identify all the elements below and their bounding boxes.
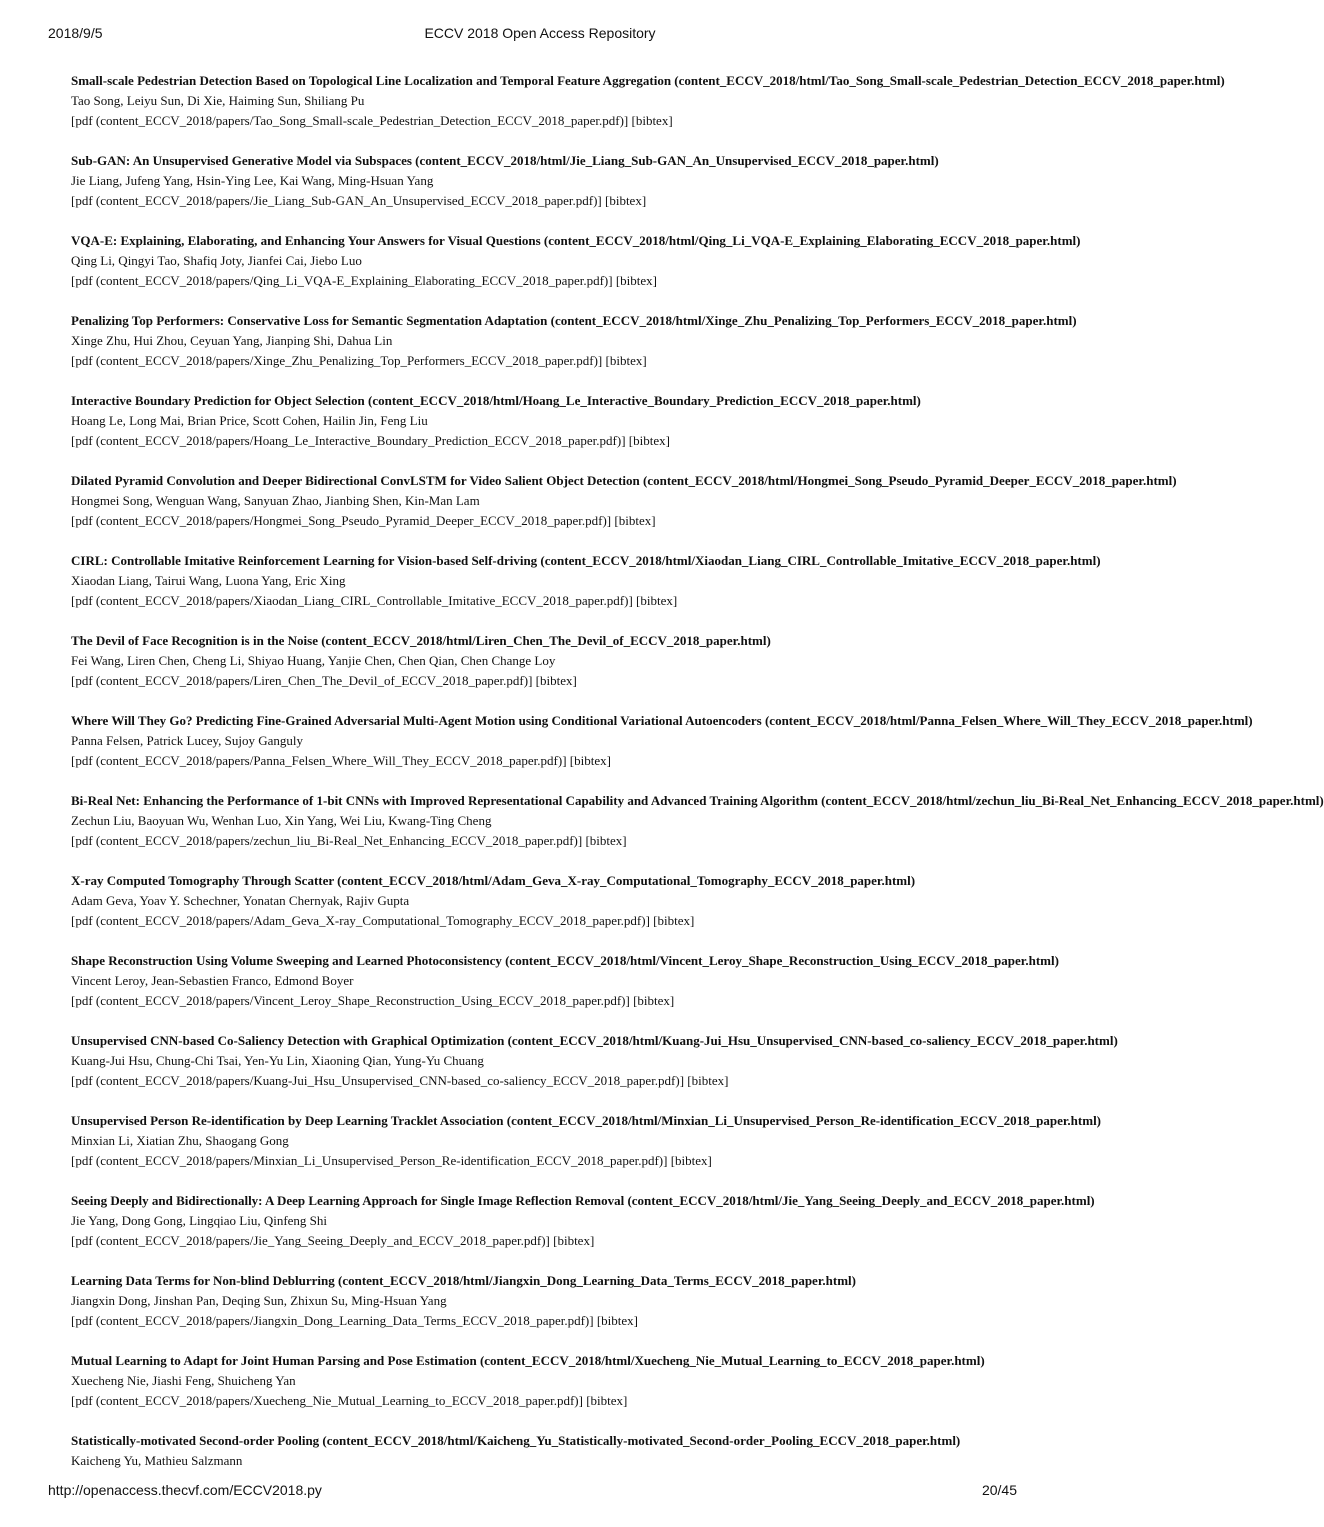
pdf-link[interactable]: [pdf (content_ECCV_2018/papers/Hongmei_Song_Pseudo_Pyramid_Deeper_ECCV_2018_paper.pdf)]	[71, 513, 612, 528]
paper-entry	[71, 151, 1033, 231]
pdf-link[interactable]: [pdf (content_ECCV_2018/papers/Xiaodan_Liang_CIRL_Controllable_Imitative_ECCV_2018_paper.pdf)]	[71, 593, 633, 608]
pdf-link[interactable]: [pdf (content_ECCV_2018/papers/Vincent_Leroy_Shape_Reconstruction_Using_ECCV_2018_paper.pdf)]	[71, 993, 630, 1008]
paper-entry	[71, 1271, 1033, 1351]
bibtex-link[interactable]: [bibtex]	[687, 1073, 729, 1088]
paper-authors: Vincent Leroy, Jean-Sebastien Franco, Edmond Boyer	[71, 973, 354, 988]
bibtex-link[interactable]: [bibtex]	[631, 113, 673, 128]
page-title: ECCV 2018 Open Access Repository	[424, 25, 656, 41]
paper-title-link[interactable]: Unsupervised Person Re-identification by Deep Learning Tracklet Association (content_ECCV_2018/html/Minxian_Li_Unsupervised_Person_Re-identification_ECCV_2018_paper.html)	[71, 1113, 1102, 1128]
paper-entry	[71, 631, 1033, 711]
paper-authors: Adam Geva, Yoav Y. Schechner, Yonatan Chernyak, Rajiv Gupta	[71, 893, 410, 908]
bibtex-link[interactable]: [bibtex]	[605, 353, 647, 368]
paper-entry	[71, 791, 1324, 871]
paper-entry	[71, 391, 1033, 471]
paper-entry	[71, 471, 1177, 551]
bibtex-link[interactable]: [bibtex]	[628, 433, 670, 448]
paper-title-link[interactable]: Penalizing Top Performers: Conservative Loss for Semantic Segmentation Adaptation (content_ECCV_2018/html/Xinge_Zhu_Penalizing_Top_Performers_ECCV_2018_paper.html)	[71, 313, 1077, 328]
paper-entry	[71, 1351, 1033, 1431]
paper-title-link[interactable]: CIRL: Controllable Imitative Reinforcement Learning for Vision-based Self-driving (content_ECCV_2018/html/Xiaodan_Liang_CIRL_Controllable_Imitative_ECCV_2018_paper.html)	[71, 553, 1101, 568]
paper-list	[71, 71, 1324, 1511]
paper-title-link[interactable]: X-ray Computed Tomography Through Scatter (content_ECCV_2018/html/Adam_Geva_X-ray_Computational_Tomography_ECCV_2018_paper.html)	[71, 873, 916, 888]
paper-entry	[71, 311, 1077, 391]
paper-title-link[interactable]: Sub-GAN: An Unsupervised Generative Model via Subspaces (content_ECCV_2018/html/Jie_Liang_Sub-GAN_An_Unsupervised_ECCV_2018_paper.html)	[71, 153, 939, 168]
bibtex-link[interactable]: [bibtex]	[653, 913, 695, 928]
bibtex-link[interactable]: [bibtex]	[605, 193, 647, 208]
paper-title-link[interactable]: Interactive Boundary Prediction for Object Selection (content_ECCV_2018/html/Hoang_Le_Interactive_Boundary_Prediction_ECCV_2018_paper.html)	[71, 393, 921, 408]
paper-title-link[interactable]: Dilated Pyramid Convolution and Deeper Bidirectional ConvLSTM for Video Salient Object Detection (content_ECCV_2018/html/Hongmei_Song_Pseudo_Pyramid_Deeper_ECCV_2018_paper.html)	[71, 473, 1177, 488]
paper-entry	[71, 1111, 1102, 1191]
paper-authors: Hoang Le, Long Mai, Brian Price, Scott Cohen, Hailin Jin, Feng Liu	[71, 413, 428, 428]
paper-entry	[71, 231, 1081, 311]
print-header	[48, 25, 1032, 45]
paper-entry	[71, 871, 1033, 951]
pdf-link[interactable]: [pdf (content_ECCV_2018/papers/Xinge_Zhu_Penalizing_Top_Performers_ECCV_2018_paper.pdf)]	[71, 353, 603, 368]
bibtex-link[interactable]: [bibtex]	[553, 1233, 595, 1248]
page-url: http://openaccess.thecvf.com/ECCV2018.py	[48, 1482, 322, 1498]
paper-entry	[71, 1191, 1095, 1271]
paper-entry	[71, 951, 1059, 1031]
paper-title-link[interactable]: The Devil of Face Recognition is in the Noise (content_ECCV_2018/html/Liren_Chen_The_Devil_of_ECCV_2018_paper.html)	[71, 633, 771, 648]
paper-authors: Xinge Zhu, Hui Zhou, Ceyuan Yang, Jianping Shi, Dahua Lin	[71, 333, 393, 348]
paper-authors: Qing Li, Qingyi Tao, Shafiq Joty, Jianfei Cai, Jiebo Luo	[71, 253, 362, 268]
pdf-link[interactable]: [pdf (content_ECCV_2018/papers/Qing_Li_VQA-E_Explaining_Elaborating_ECCV_2018_paper.pdf)]	[71, 273, 613, 288]
paper-title-link[interactable]: Small-scale Pedestrian Detection Based on Topological Line Localization and Temporal Feature Aggregation (content_ECCV_2018/html/Tao_Song_Small-scale_Pedestrian_Detection_ECCV_2018_paper.html)	[71, 73, 1225, 88]
paper-title-link[interactable]: Seeing Deeply and Bidirectionally: A Deep Learning Approach for Single Image Reflection Removal (content_ECCV_2018/html/Jie_Yang_Seeing_Deeply_and_ECCV_2018_paper.html)	[71, 1193, 1095, 1208]
print-footer	[48, 1482, 1032, 1502]
paper-authors: Fei Wang, Liren Chen, Cheng Li, Shiyao Huang, Yanjie Chen, Chen Qian, Chen Change Loy	[71, 653, 556, 668]
paper-entry	[71, 71, 1225, 151]
paper-entry	[71, 711, 1253, 791]
paper-authors: Jie Yang, Dong Gong, Lingqiao Liu, Qinfeng Shi	[71, 1213, 328, 1228]
pdf-link[interactable]: [pdf (content_ECCV_2018/papers/Liren_Chen_The_Devil_of_ECCV_2018_paper.pdf)]	[71, 673, 533, 688]
paper-authors: Kuang-Jui Hsu, Chung-Chi Tsai, Yen-Yu Lin, Xiaoning Qian, Yung-Yu Chuang	[71, 1053, 484, 1068]
bibtex-link[interactable]: [bibtex]	[670, 1153, 712, 1168]
pdf-link[interactable]: [pdf (content_ECCV_2018/papers/Xuecheng_Nie_Mutual_Learning_to_ECCV_2018_paper.pdf)]	[71, 1393, 583, 1408]
paper-entry	[71, 1031, 1118, 1111]
paper-authors: Panna Felsen, Patrick Lucey, Sujoy Ganguly	[71, 733, 304, 748]
paper-title-link[interactable]: Bi-Real Net: Enhancing the Performance of 1-bit CNNs with Improved Representational Capability and Advanced Training Algorithm (content_ECCV_2018/html/zechun_liu_Bi-Real_Net_Enhancing_ECCV_2018_paper.html)	[71, 793, 1324, 808]
pdf-link[interactable]: [pdf (content_ECCV_2018/papers/zechun_liu_Bi-Real_Net_Enhancing_ECCV_2018_paper.pdf)]	[71, 833, 583, 848]
pdf-link[interactable]: [pdf (content_ECCV_2018/papers/Jiangxin_Dong_Learning_Data_Terms_ECCV_2018_paper.pdf)]	[71, 1313, 594, 1328]
pdf-link[interactable]: [pdf (content_ECCV_2018/papers/Panna_Felsen_Where_Will_They_ECCV_2018_paper.pdf)]	[71, 753, 567, 768]
paper-authors: Xiaodan Liang, Tairui Wang, Luona Yang, Eric Xing	[71, 573, 346, 588]
paper-authors: Jie Liang, Jufeng Yang, Hsin-Ying Lee, Kai Wang, Ming-Hsuan Yang	[71, 173, 434, 188]
print-date: 2018/9/5	[48, 25, 103, 41]
bibtex-link[interactable]: [bibtex]	[596, 1313, 638, 1328]
pdf-link[interactable]: [pdf (content_ECCV_2018/papers/Jie_Yang_Seeing_Deeply_and_ECCV_2018_paper.pdf)]	[71, 1233, 550, 1248]
page-number: 20/45	[981, 1482, 1017, 1498]
paper-title-link[interactable]: VQA-E: Explaining, Elaborating, and Enhancing Your Answers for Visual Questions (content_ECCV_2018/html/Qing_Li_VQA-E_Explaining_Elaborating_ECCV_2018_paper.html)	[71, 233, 1081, 248]
bibtex-link[interactable]: [bibtex]	[585, 833, 627, 848]
bibtex-link[interactable]: [bibtex]	[535, 673, 577, 688]
pdf-link[interactable]: [pdf (content_ECCV_2018/papers/Adam_Geva_X-ray_Computational_Tomography_ECCV_2018_paper.pdf)]	[71, 913, 650, 928]
bibtex-link[interactable]: [bibtex]	[633, 993, 675, 1008]
paper-authors: Zechun Liu, Baoyuan Wu, Wenhan Luo, Xin Yang, Wei Liu, Kwang-Ting Cheng	[71, 813, 492, 828]
paper-title-link[interactable]: Learning Data Terms for Non-blind Deblurring (content_ECCV_2018/html/Jiangxin_Dong_Learning_Data_Terms_ECCV_2018_paper.html)	[71, 1273, 856, 1288]
paper-entry	[71, 551, 1101, 631]
paper-authors: Minxian Li, Xiatian Zhu, Shaogang Gong	[71, 1133, 289, 1148]
paper-authors: Xuecheng Nie, Jiashi Feng, Shuicheng Yan	[71, 1373, 296, 1388]
pdf-link[interactable]: [pdf (content_ECCV_2018/papers/Kuang-Jui_Hsu_Unsupervised_CNN-based_co-saliency_ECCV_2018_paper.pdf)]	[71, 1073, 685, 1088]
paper-title-link[interactable]: Where Will They Go? Predicting Fine-Grained Adversarial Multi-Agent Motion using Conditional Variational Autoencoders (content_ECCV_2018/html/Panna_Felsen_Where_Will_They_ECCV_2018_paper.html)	[71, 713, 1253, 728]
paper-authors: Kaicheng Yu, Mathieu Salzmann	[71, 1453, 243, 1468]
bibtex-link[interactable]: [bibtex]	[569, 753, 611, 768]
paper-authors: Jiangxin Dong, Jinshan Pan, Deqing Sun, Zhixun Su, Ming-Hsuan Yang	[71, 1293, 447, 1308]
paper-authors: Hongmei Song, Wenguan Wang, Sanyuan Zhao, Jianbing Shen, Kin-Man Lam	[71, 493, 480, 508]
bibtex-link[interactable]: [bibtex]	[614, 513, 656, 528]
pdf-link[interactable]: [pdf (content_ECCV_2018/papers/Minxian_Li_Unsupervised_Person_Re-identification_ECCV_2018_paper.pdf)]	[71, 1153, 668, 1168]
paper-title-link[interactable]: Unsupervised CNN-based Co-Saliency Detection with Graphical Optimization (content_ECCV_2018/html/Kuang-Jui_Hsu_Unsupervised_CNN-based_co-saliency_ECCV_2018_paper.html)	[71, 1033, 1118, 1048]
paper-title-link[interactable]: Statistically-motivated Second-order Pooling (content_ECCV_2018/html/Kaicheng_Yu_Statistically-motivated_Second-order_Pooling_ECCV_2018_paper.html)	[71, 1433, 961, 1448]
paper-authors: Tao Song, Leiyu Sun, Di Xie, Haiming Sun, Shiliang Pu	[71, 93, 365, 108]
pdf-link[interactable]: [pdf (content_ECCV_2018/papers/Tao_Song_Small-scale_Pedestrian_Detection_ECCV_2018_paper.pdf)]	[71, 113, 629, 128]
bibtex-link[interactable]: [bibtex]	[586, 1393, 628, 1408]
bibtex-link[interactable]: [bibtex]	[615, 273, 657, 288]
pdf-link[interactable]: [pdf (content_ECCV_2018/papers/Jie_Liang_Sub-GAN_An_Unsupervised_ECCV_2018_paper.pdf)]	[71, 193, 602, 208]
paper-title-link[interactable]: Shape Reconstruction Using Volume Sweeping and Learned Photoconsistency (content_ECCV_2018/html/Vincent_Leroy_Shape_Reconstruction_Using_ECCV_2018_paper.html)	[71, 953, 1059, 968]
bibtex-link[interactable]: [bibtex]	[636, 593, 678, 608]
paper-title-link[interactable]: Mutual Learning to Adapt for Joint Human Parsing and Pose Estimation (content_ECCV_2018/html/Xuecheng_Nie_Mutual_Learning_to_ECCV_2018_paper.html)	[71, 1353, 985, 1368]
pdf-link[interactable]: [pdf (content_ECCV_2018/papers/Hoang_Le_Interactive_Boundary_Prediction_ECCV_2018_paper.pdf)]	[71, 433, 626, 448]
